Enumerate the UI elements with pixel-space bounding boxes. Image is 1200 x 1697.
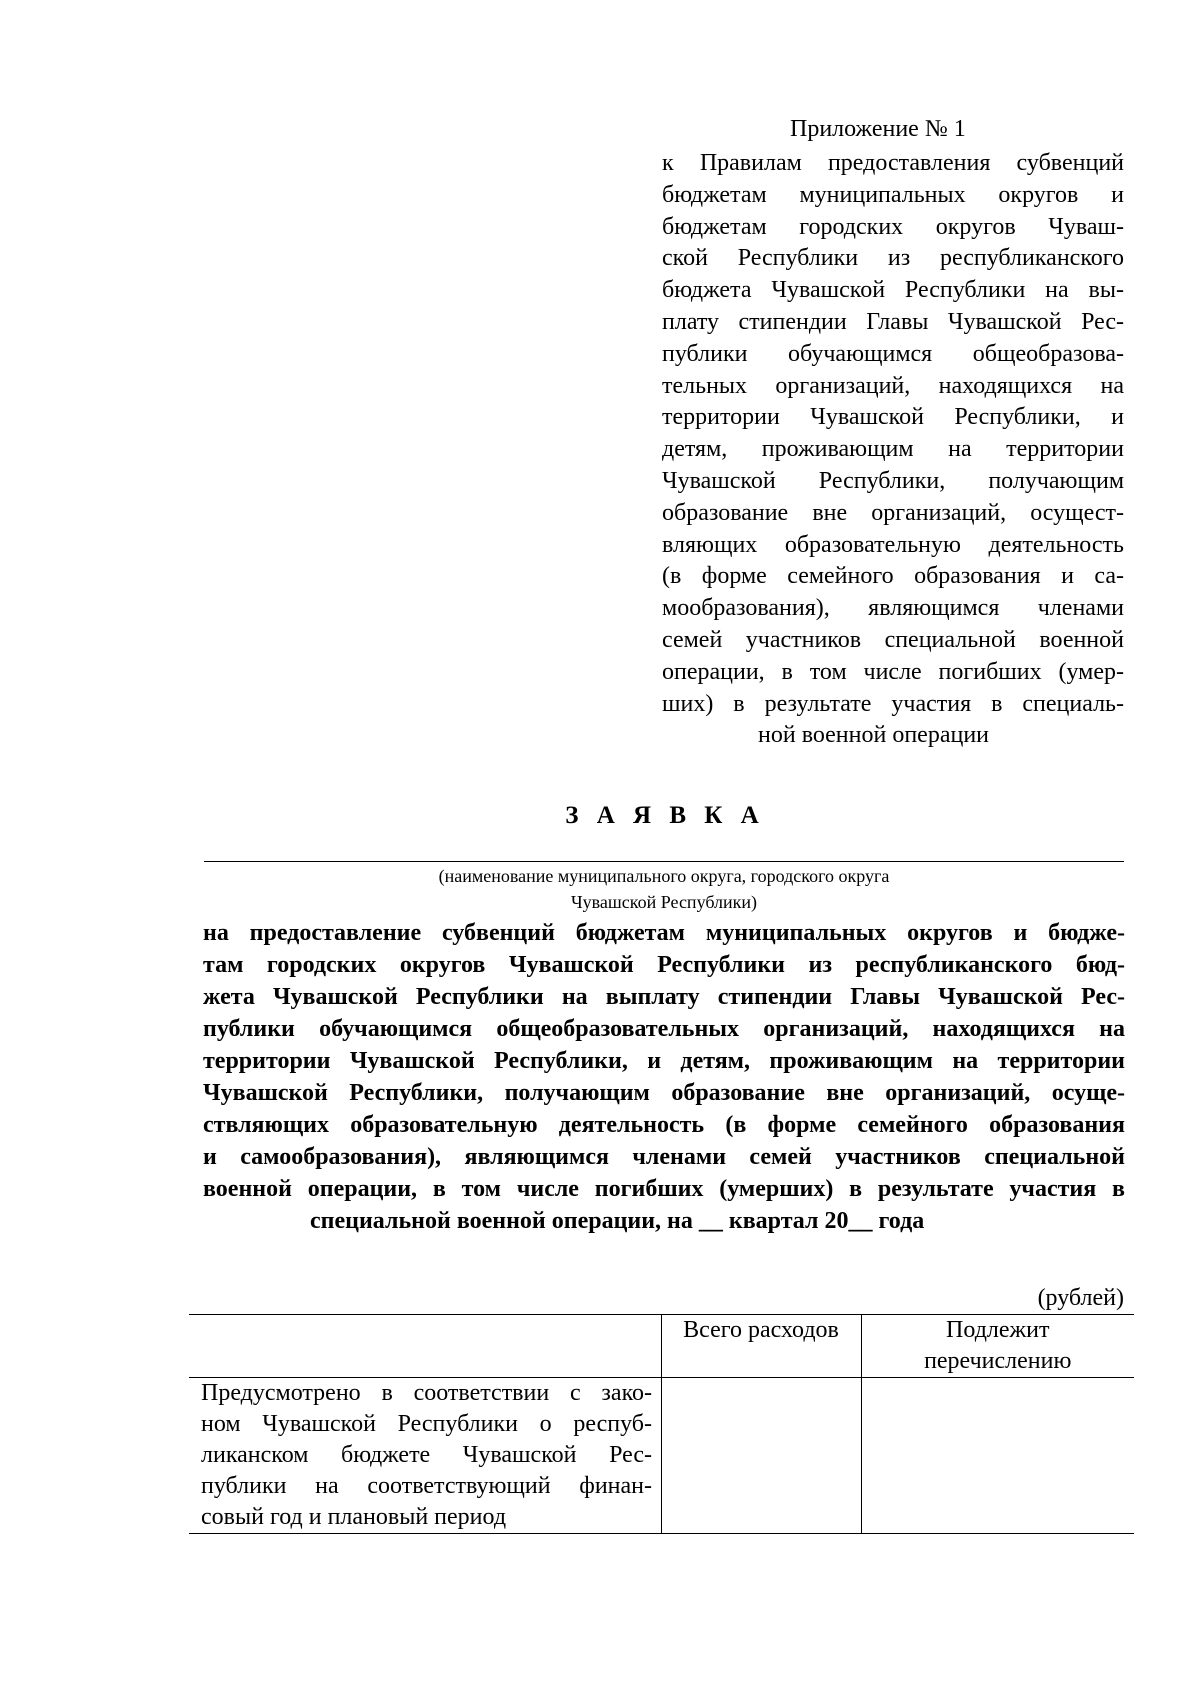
annex-line: бюджета Чувашской Республики на вы- — [662, 277, 1124, 304]
purpose-line: жета Чувашской Республики на выплату стипендии Главы Чувашской Рес- — [203, 984, 1125, 1010]
annex-line: тельных организаций, находящихся на — [662, 372, 1124, 399]
annex-line: образование вне организаций, осущест- — [662, 499, 1124, 526]
purpose-line: и самообразования), являющимся членами семей участников специальной — [203, 1144, 1125, 1170]
header-description — [189, 1315, 661, 1378]
annex-reference-text — [662, 148, 1124, 752]
annex-line: публики обучающимся общеобразова- — [662, 340, 1124, 367]
purpose-line: ствляющих образовательную деятельность (в форме семейного образования — [203, 1112, 1125, 1138]
total-expenses-cell — [661, 1378, 861, 1534]
to-transfer-cell — [861, 1378, 1134, 1534]
purpose-line: на предоставление субвенций бюджетам муниципальных округов и бюдже- — [203, 920, 1125, 946]
fill-line-caption: (наименование муниципального округа, городского округа — [438, 866, 890, 886]
purpose-line: военной операции, в том числе погибших (умерших) в результате участия в — [203, 1176, 1125, 1202]
purpose-line: Чувашской Республики, получающим образование вне организаций, осуще- — [203, 1080, 1125, 1106]
table-header-row — [189, 1315, 1134, 1378]
annex-line: (в форме семейного образования и са- — [662, 563, 1124, 590]
table-row — [189, 1378, 1134, 1534]
row-label-line: ликанском бюджете Чувашской Рес- — [201, 1442, 652, 1468]
purpose-line: там городских округов Чувашской Республики из республиканского бюд- — [203, 952, 1125, 978]
municipality-fill-line — [204, 861, 1124, 862]
annex-line: ной военной операции — [758, 722, 990, 749]
purpose-line: публики обучающимся общеобразовательных организаций, находящихся на — [203, 1016, 1125, 1042]
annex-line: бюджетам городских округов Чуваш- — [662, 213, 1124, 240]
document-title: З А Я В К А — [565, 802, 765, 829]
row-label-line: совый год и плановый период — [201, 1504, 507, 1530]
header-total-expenses — [661, 1315, 861, 1378]
application-purpose — [203, 917, 1125, 1237]
annex-line: мообразования), являющимся членами — [662, 595, 1124, 622]
annex-line: Чувашской Республики, получающим — [662, 467, 1124, 494]
annex-line: ской Республики из республиканского — [662, 245, 1124, 272]
header-total-expenses-label: Всего расходов — [683, 1317, 839, 1343]
annex-line: вляющих образовательную деятельность — [662, 531, 1124, 558]
annex-line: операции, в том числе погибших (умер- — [662, 658, 1124, 685]
annex-line: плату стипендии Главы Чувашской Рес- — [662, 308, 1124, 335]
annex-line: детям, проживающим на территории — [662, 436, 1124, 463]
annex-line: к Правилам предоставления субвенций — [662, 150, 1124, 176]
annex-line: территории Чувашской Республики, и — [662, 404, 1124, 431]
annex-line: семей участников специальной военной — [662, 626, 1124, 653]
annex-title: Приложение № 1 — [790, 116, 966, 142]
row-label-line: публики на соответствующий финан- — [201, 1473, 652, 1499]
currency-units: (рублей) — [1037, 1285, 1124, 1311]
header-to-transfer — [861, 1315, 1134, 1378]
purpose-line: специальной военной операции, на __ квартал 20__ года — [310, 1208, 925, 1234]
annex-line: ших) в результате участия в специаль- — [662, 690, 1124, 717]
header-to-transfer-line: Подлежит — [946, 1317, 1050, 1343]
fill-line-caption: Чувашской Республики) — [570, 892, 758, 912]
annex-line: бюджетам муниципальных округов и — [662, 181, 1124, 208]
row-label-cell — [189, 1378, 661, 1534]
row-label-line: ном Чувашской Республики о респуб- — [201, 1411, 652, 1437]
row-label-line: Предусмотрено в соответствии с зако- — [201, 1380, 652, 1406]
budget-table — [189, 1314, 1134, 1534]
header-to-transfer-line: перечислению — [924, 1348, 1072, 1374]
purpose-line: территории Чувашской Республики, и детям, проживающим на территории — [203, 1048, 1125, 1074]
